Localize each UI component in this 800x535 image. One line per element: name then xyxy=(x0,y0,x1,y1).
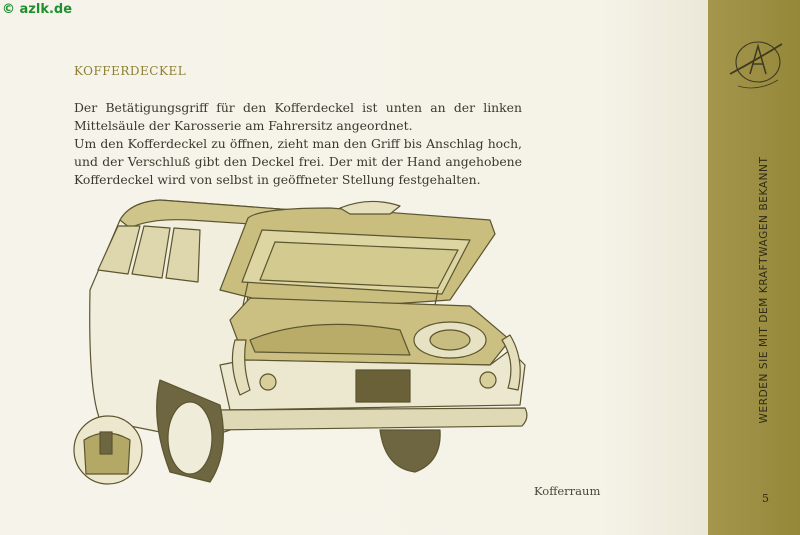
azlk-star-logo xyxy=(726,30,786,90)
figure-caption: Kofferraum xyxy=(534,484,601,498)
sidebar-vertical-text: WERDEN SIE MIT DEM KRAFTWAGEN BEKANNT xyxy=(758,156,770,424)
body-text xyxy=(74,99,522,189)
paragraph-handle-location: Der Betätigungsgriff für den Kofferdeckel ist unten an der linken Mittelsäule der Karosserie am Fahrersitz angeordnet. xyxy=(74,100,522,133)
section-title: KOFFERDECKEL xyxy=(74,64,187,78)
watermark: © azlk.de xyxy=(2,2,73,17)
page-number: 5 xyxy=(762,492,769,505)
car-open-trunk-illustration xyxy=(70,190,530,490)
paragraph-opening-instructions: Um den Kofferdeckel zu öffnen, zieht man den Griff bis Anschlag hoch, und der Verschluß gibt den Deckel frei. Der mit der Hand angehobene Kofferdeckel wird von selbst in geöffneter Stellung festgehalten. xyxy=(74,136,522,187)
